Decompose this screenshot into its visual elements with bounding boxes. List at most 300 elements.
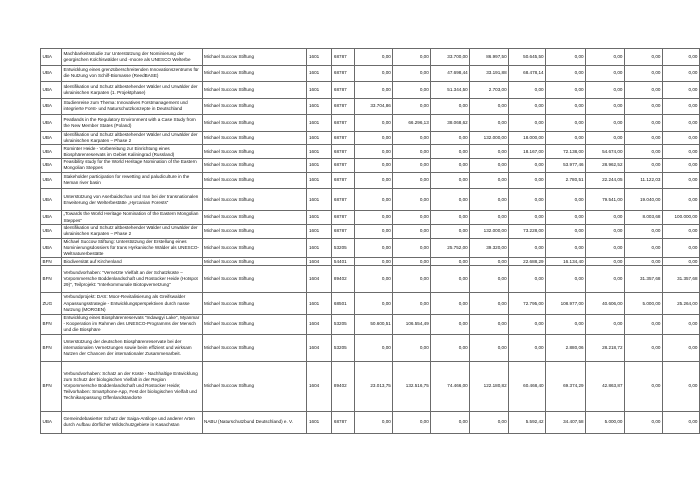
agency-cell: BFN	[41, 334, 62, 361]
amount-cell-4: 0,00	[470, 189, 509, 211]
title-cell: 68787	[332, 189, 355, 211]
amount-cell-7: 22.244,05	[586, 172, 625, 189]
amount-cell-2: 0,00	[393, 411, 431, 433]
organization-cell: Michael Succow Stiftung	[202, 98, 307, 115]
description-cell: Verbundprojekt: DAS: Moor-Revitalisierung als Greifswalder Anpassungsstrategie - Entwicklungsperspektiven durch nasse Nutzung (MORGEN)	[61, 293, 202, 315]
amount-cell-5: 0,00	[509, 172, 546, 189]
table-row	[41, 65, 700, 82]
amount-cell-5: 0,00	[509, 115, 546, 132]
amount-cell-1: 0,00	[355, 158, 393, 172]
amount-cell-4: 132.000,00	[470, 224, 509, 238]
amount-cell-7: 79.541,00	[586, 189, 625, 211]
chapter-cell: 1601	[307, 158, 332, 172]
amount-cell-4: 0,00	[470, 172, 509, 189]
amount-cell-4: 33.191,88	[470, 65, 509, 82]
organization-cell: Michael Succow Stiftung	[202, 293, 307, 315]
title-cell: 54401	[332, 258, 355, 266]
organization-cell: Michael Succow Stiftung	[202, 315, 307, 335]
table-row	[41, 411, 700, 433]
amount-cell-6: 16.134,40	[546, 258, 586, 266]
amount-cell-7: 0,00	[586, 211, 625, 225]
organization-cell: NABU (Naturschutzbund Deutschland) e. V.	[202, 411, 307, 433]
amount-cell-9: 0,00	[662, 361, 699, 411]
amount-cell-5: 72.795,00	[509, 293, 546, 315]
amount-cell-3: 74.466,00	[431, 361, 470, 411]
table-row	[41, 238, 700, 258]
amount-cell-5: 73.228,00	[509, 224, 546, 238]
amount-cell-6: 2.880,06	[546, 334, 586, 361]
amount-cell-9: 0,00	[662, 172, 699, 189]
amount-cell-2: 0,00	[393, 98, 431, 115]
chapter-cell: 1601	[307, 49, 332, 66]
description-cell: Entwicklung eines Biosphärenreservats "Indawgyi Lake", Myanmar - Kooperation im Rahmen des UNESCO-Programms der Mensch und die Biosphäre	[61, 315, 202, 335]
amount-cell-3: 0,00	[431, 98, 470, 115]
amount-cell-2: 0,00	[393, 293, 431, 315]
chapter-cell: 1601	[307, 98, 332, 115]
amount-cell-2: 0,00	[393, 258, 431, 266]
table-body	[41, 49, 700, 434]
amount-cell-3: 0,00	[431, 172, 470, 189]
amount-cell-8: 0,00	[625, 145, 663, 159]
amount-cell-8: 0,00	[625, 115, 663, 132]
amount-cell-3: 0,00	[431, 258, 470, 266]
amount-cell-7: 0,00	[586, 98, 625, 115]
chapter-cell: 1601	[307, 238, 332, 258]
chapter-cell: 1601	[307, 131, 332, 145]
table-row	[41, 293, 700, 315]
description-cell: Biodiversität auf Kirchenland	[61, 258, 202, 266]
chapter-cell: 1604	[307, 266, 332, 293]
amount-cell-5: 0,00	[509, 82, 546, 99]
amount-cell-1: 0,00	[355, 334, 393, 361]
amount-cell-8: 11.122,03	[625, 172, 663, 189]
table-row	[41, 266, 700, 293]
agency-cell: BFN	[41, 361, 62, 411]
amount-cell-6: 0,00	[546, 315, 586, 335]
amount-cell-4: 39.320,00	[470, 238, 509, 258]
agency-cell: BFN	[41, 258, 62, 266]
amount-cell-9: 0,00	[662, 189, 699, 211]
chapter-cell: 1601	[307, 82, 332, 99]
amount-cell-8: 0,00	[625, 224, 663, 238]
table-row	[41, 98, 700, 115]
amount-cell-5: 18.000,00	[509, 131, 546, 145]
chapter-cell: 1601	[307, 115, 332, 132]
amount-cell-8: 0,00	[625, 131, 663, 145]
chapter-cell: 1601	[307, 293, 332, 315]
amount-cell-4: 0,00	[470, 334, 509, 361]
description-cell: Identifikation und Schutz altbestehender Wälder und Urwälder der ukrainischen Karpaten – Phase 2	[61, 131, 202, 145]
description-cell: Unterstützung der deutschen Biosphärenreservate bei der internationalen Vernetzungen sowie beim effizient und wirksam Nutzen der Chancen der internationaler Zusammenarbeit.	[61, 334, 202, 361]
amount-cell-1: 0,00	[355, 258, 393, 266]
amount-cell-1: 0,00	[355, 131, 393, 145]
title-cell: 68787	[332, 65, 355, 82]
description-cell: Rominter Heide - Vorbereitung zur Einrichtung eines Biosphärenreservats im Gebiet Kaliningrad (Russland)	[61, 145, 202, 159]
agency-cell: UBA	[41, 49, 62, 66]
title-cell: 68787	[332, 211, 355, 225]
amount-cell-1: 0,00	[355, 411, 393, 433]
amount-cell-8: 8.003,68	[625, 211, 663, 225]
table-row	[41, 189, 700, 211]
amount-cell-9: 0,00	[662, 131, 699, 145]
amount-cell-1: 0,00	[355, 211, 393, 225]
agency-cell: BFN	[41, 315, 62, 335]
amount-cell-1: 0,00	[355, 224, 393, 238]
amount-cell-3: 0,00	[431, 145, 470, 159]
amount-cell-5: 0,00	[509, 334, 546, 361]
amount-cell-8: 19.040,00	[625, 189, 663, 211]
amount-cell-9: 0,00	[662, 115, 699, 132]
organization-cell: Michael Succow Stiftung	[202, 224, 307, 238]
amount-cell-5: 0,00	[509, 189, 546, 211]
amount-cell-3: 0,00	[431, 158, 470, 172]
amount-cell-8: 0,00	[625, 258, 663, 266]
amount-cell-6: 0,00	[546, 224, 586, 238]
amount-cell-1: 0,00	[355, 266, 393, 293]
organization-cell: Michael Succow Stiftung	[202, 158, 307, 172]
amount-cell-1: 0,00	[355, 115, 393, 132]
table-row	[41, 145, 700, 159]
amount-cell-6: 69.374,29	[546, 361, 586, 411]
amount-cell-5: 60.468,40	[509, 361, 546, 411]
amount-cell-2: 0,00	[393, 131, 431, 145]
title-cell: 68501	[332, 293, 355, 315]
amount-cell-2: 0,00	[393, 145, 431, 159]
amount-cell-2: 0,00	[393, 172, 431, 189]
chapter-cell: 1604	[307, 315, 332, 335]
amount-cell-7: 0,00	[586, 266, 625, 293]
organization-cell: Michael Succow Stiftung	[202, 258, 307, 266]
funding-table	[40, 48, 700, 434]
table-row	[41, 315, 700, 335]
description-cell: Verbundvorhaben: "Vernetzte Vielfalt an der Schatzküste – Vorpommersche Boddenlandschaft und Rostocker Heide (Hotspot 29)", Teilprojekt: "Interkommunale Biotopvernetzung"	[61, 266, 202, 293]
agency-cell: BFN	[41, 266, 62, 293]
chapter-cell: 1601	[307, 145, 332, 159]
amount-cell-1: 50.600,51	[355, 315, 393, 335]
amount-cell-4: 0,00	[470, 115, 509, 132]
amount-cell-6: 0,00	[546, 238, 586, 258]
table-row	[41, 211, 700, 225]
table-row	[41, 334, 700, 361]
amount-cell-4: 132.000,00	[470, 131, 509, 145]
table-row	[41, 172, 700, 189]
amount-cell-4: 0,00	[470, 266, 509, 293]
amount-cell-2: 66.296,13	[393, 115, 431, 132]
amount-cell-9: 0,00	[662, 258, 699, 266]
amount-cell-9: 0,00	[662, 238, 699, 258]
amount-cell-8: 0,00	[625, 49, 663, 66]
table-row	[41, 158, 700, 172]
agency-cell: UBA	[41, 145, 62, 159]
agency-cell: UBA	[41, 172, 62, 189]
description-cell: Michael Succow Stiftung: Unterstützung der Erstellung eines Nominierungsdossiers für trans Hyrkanische Wälder als UNESCO-Weltnaturerbestätte	[61, 238, 202, 258]
amount-cell-1: 0,00	[355, 189, 393, 211]
organization-cell: Michael Succow Stiftung	[202, 115, 307, 132]
amount-cell-8: 0,00	[625, 65, 663, 82]
chapter-cell: 1601	[307, 172, 332, 189]
amount-cell-5: 0,00	[509, 315, 546, 335]
amount-cell-6: 2.780,51	[546, 172, 586, 189]
amount-cell-2: 0,00	[393, 266, 431, 293]
description-cell: Unterstützung von Aserbaidschan und Iran bei der transnationalen Erweiterung der Welterbestätte „Hyrcanian Forests“	[61, 189, 202, 211]
description-cell: Peatlands in the Regulatory Environment with a Case Study from the New Member States (Poland)	[61, 115, 202, 132]
amount-cell-3: 0,00	[431, 224, 470, 238]
title-cell: 68787	[332, 158, 355, 172]
amount-cell-3: 0,00	[431, 411, 470, 433]
amount-cell-8: 0,00	[625, 238, 663, 258]
chapter-cell: 1604	[307, 334, 332, 361]
amount-cell-7: 0,00	[586, 115, 625, 132]
amount-cell-9: 0,00	[662, 82, 699, 99]
agency-cell: UBA	[41, 115, 62, 132]
agency-cell: ZUG	[41, 293, 62, 315]
description-cell: Identifikation und Schutz altbestehender Wälder und Urwälder der ukrainischen Karpaten (1. Projektphase)	[61, 82, 202, 99]
amount-cell-3: 0,00	[431, 211, 470, 225]
amount-cell-1: 0,00	[355, 238, 393, 258]
amount-cell-2: 0,00	[393, 224, 431, 238]
agency-cell: UBA	[41, 158, 62, 172]
amount-cell-4: 0,00	[470, 145, 509, 159]
amount-cell-9: 0,00	[662, 334, 699, 361]
description-cell: Studienreise zum Thema: Innovatives Forstmanagement und integrierte Forst- und Naturschutzkonzepte in Deutschland	[61, 98, 202, 115]
amount-cell-9: 0,00	[662, 411, 699, 433]
table-row	[41, 131, 700, 145]
amount-cell-5: 0,00	[509, 238, 546, 258]
description-cell: Identifikation und Schutz altbestehender Wälder und Urwälder der ukrainischen Karpaten – Phase 2	[61, 224, 202, 238]
amount-cell-6: 0,00	[546, 131, 586, 145]
organization-cell: Michael Succow Stiftung	[202, 131, 307, 145]
agency-cell: UBA	[41, 189, 62, 211]
amount-cell-6: 108.977,00	[546, 293, 586, 315]
description-cell: Gemeindebasierter Schutz der Saiga-Antilope und anderer Arten durch Aufbau dörflicher Wildschutzgebiete in Kasachstan	[61, 411, 202, 433]
agency-cell: UBA	[41, 238, 62, 258]
amount-cell-2: 0,00	[393, 334, 431, 361]
title-cell: 68787	[332, 115, 355, 132]
amount-cell-7: 54.674,00	[586, 145, 625, 159]
amount-cell-3: 0,00	[431, 131, 470, 145]
description-cell: Entwicklung eines grenzüberschreitenden Innovationszentrums für die Nutzung von Schilf-Biomasse (ReedBASE)	[61, 65, 202, 82]
amount-cell-2: 0,00	[393, 189, 431, 211]
amount-cell-7: 0,00	[586, 49, 625, 66]
amount-cell-8: 0,00	[625, 158, 663, 172]
amount-cell-1: 23.013,75	[355, 361, 393, 411]
amount-cell-7: 28.962,52	[586, 158, 625, 172]
amount-cell-5: 5.592,42	[509, 411, 546, 433]
amount-cell-3: 51.344,50	[431, 82, 470, 99]
amount-cell-3: 25.752,00	[431, 238, 470, 258]
amount-cell-2: 106.554,49	[393, 315, 431, 335]
title-cell: 89402	[332, 361, 355, 411]
amount-cell-4: 0,00	[470, 158, 509, 172]
chapter-cell: 1604	[307, 258, 332, 266]
chapter-cell: 1601	[307, 411, 332, 433]
amount-cell-7: 0,00	[586, 258, 625, 266]
amount-cell-6: 72.138,00	[546, 145, 586, 159]
title-cell: 68787	[332, 224, 355, 238]
amount-cell-1: 0,00	[355, 172, 393, 189]
organization-cell: Michael Succow Stiftung	[202, 334, 307, 361]
amount-cell-7: 0,00	[586, 315, 625, 335]
agency-cell: UBA	[41, 411, 62, 433]
amount-cell-3: 38.068,62	[431, 115, 470, 132]
description-cell: Feasibility study for the World Heritage Nomination of the Eastern Mongolian Steppes	[61, 158, 202, 172]
chapter-cell: 1604	[307, 361, 332, 411]
amount-cell-5: 22.688,29	[509, 258, 546, 266]
amount-cell-1: 0,00	[355, 145, 393, 159]
organization-cell: Michael Succow Stiftung	[202, 82, 307, 99]
description-cell: Machbarkeitsstudie zur Unterstützung der Nominierung der georgischen Kolchiswälder und -moore als UNESCO Welterbe	[61, 49, 202, 66]
title-cell: 53205	[332, 315, 355, 335]
amount-cell-4: 122.180,82	[470, 361, 509, 411]
amount-cell-7: 0,00	[586, 131, 625, 145]
amount-cell-9: 25.264,00	[662, 293, 699, 315]
amount-cell-6: 0,00	[546, 211, 586, 225]
amount-cell-4: 86.997,50	[470, 49, 509, 66]
amount-cell-4: 0,00	[470, 211, 509, 225]
amount-cell-2: 0,00	[393, 238, 431, 258]
amount-cell-7: 5.000,00	[586, 411, 625, 433]
amount-cell-5: 18.167,00	[509, 145, 546, 159]
chapter-cell: 1601	[307, 189, 332, 211]
amount-cell-4: 0,00	[470, 411, 509, 433]
amount-cell-6: 0,00	[546, 82, 586, 99]
amount-cell-8: 0,00	[625, 98, 663, 115]
amount-cell-5: 0,00	[509, 158, 546, 172]
organization-cell: Michael Succow Stiftung	[202, 266, 307, 293]
table-row	[41, 224, 700, 238]
amount-cell-9: 31.357,68	[662, 266, 699, 293]
agency-cell: UBA	[41, 211, 62, 225]
amount-cell-7: 0,00	[586, 65, 625, 82]
chapter-cell: 1601	[307, 65, 332, 82]
table-row	[41, 49, 700, 66]
organization-cell: Michael Succow Stiftung	[202, 238, 307, 258]
amount-cell-4: 0,00	[470, 98, 509, 115]
organization-cell: Michael Succow Stiftung	[202, 49, 307, 66]
amount-cell-5: 0,00	[509, 266, 546, 293]
amount-cell-6: 0,00	[546, 65, 586, 82]
amount-cell-6: 34.407,58	[546, 411, 586, 433]
title-cell: 89402	[332, 266, 355, 293]
amount-cell-8: 0,00	[625, 315, 663, 335]
amount-cell-8: 5.000,00	[625, 293, 663, 315]
amount-cell-2: 132.516,75	[393, 361, 431, 411]
amount-cell-3: 33.700,00	[431, 49, 470, 66]
amount-cell-9: 0,00	[662, 158, 699, 172]
amount-cell-7: 40.606,00	[586, 293, 625, 315]
amount-cell-9: 0,00	[662, 65, 699, 82]
organization-cell: Michael Succow Stiftung	[202, 211, 307, 225]
title-cell: 68787	[332, 82, 355, 99]
amount-cell-4: 0,00	[470, 315, 509, 335]
amount-cell-2: 0,00	[393, 158, 431, 172]
amount-cell-9: 0,00	[662, 145, 699, 159]
amount-cell-1: 0,00	[355, 82, 393, 99]
agency-cell: UBA	[41, 224, 62, 238]
title-cell: 68787	[332, 131, 355, 145]
amount-cell-2: 0,00	[393, 211, 431, 225]
agency-cell: UBA	[41, 131, 62, 145]
amount-cell-3: 0,00	[431, 189, 470, 211]
table-row	[41, 361, 700, 411]
description-cell: Verbundvorhaben: Schatz an der Küste - Nachhaltige Entwicklung zum Schutz der biologischen Vielfalt in der Region Vorpommersche Boddenlandschaft und Rostocker Heide; Teilvorhaben: Smartphone-App, Fest der biologischen Vielfalt und Technikanpassung Offenlandstandorte	[61, 361, 202, 411]
amount-cell-3: 47.698,44	[431, 65, 470, 82]
amount-cell-4: 2.703,00	[470, 82, 509, 99]
amount-cell-6: 0,00	[546, 49, 586, 66]
amount-cell-1: 0,00	[355, 293, 393, 315]
amount-cell-7: 42.863,87	[586, 361, 625, 411]
amount-cell-5: 50.645,50	[509, 49, 546, 66]
amount-cell-8: 0,00	[625, 361, 663, 411]
amount-cell-8: 0,00	[625, 82, 663, 99]
amount-cell-4: 0,00	[470, 258, 509, 266]
table-row	[41, 82, 700, 99]
amount-cell-6: 0,00	[546, 189, 586, 211]
amount-cell-7: 28.218,72	[586, 334, 625, 361]
amount-cell-6: 0,00	[546, 98, 586, 115]
chapter-cell: 1601	[307, 211, 332, 225]
organization-cell: Michael Succow Stiftung	[202, 189, 307, 211]
agency-cell: UBA	[41, 98, 62, 115]
description-cell: „Towards the World Heritage Nomination of the Eastern Mongolian Steppes“	[61, 211, 202, 225]
table-row	[41, 115, 700, 132]
amount-cell-7: 0,00	[586, 224, 625, 238]
chapter-cell: 1601	[307, 224, 332, 238]
amount-cell-1: 0,00	[355, 49, 393, 66]
amount-cell-1: 0,00	[355, 65, 393, 82]
title-cell: 68787	[332, 98, 355, 115]
amount-cell-7: 0,00	[586, 82, 625, 99]
amount-cell-3: 0,00	[431, 315, 470, 335]
title-cell: 53205	[332, 334, 355, 361]
amount-cell-4: 0,00	[470, 293, 509, 315]
amount-cell-3: 0,00	[431, 266, 470, 293]
amount-cell-7: 0,00	[586, 238, 625, 258]
organization-cell: Michael Succow Stiftung	[202, 172, 307, 189]
title-cell: 68787	[332, 145, 355, 159]
amount-cell-6: 53.977,46	[546, 158, 586, 172]
amount-cell-8: 0,00	[625, 411, 663, 433]
organization-cell: Michael Succow Stiftung	[202, 145, 307, 159]
amount-cell-3: 0,00	[431, 293, 470, 315]
amount-cell-9: 0,00	[662, 49, 699, 66]
amount-cell-2: 0,00	[393, 65, 431, 82]
amount-cell-5: 68.478,14	[509, 65, 546, 82]
organization-cell: Michael Succow Stiftung	[202, 65, 307, 82]
amount-cell-6: 0,00	[546, 115, 586, 132]
organization-cell: Michael Succow Stiftung	[202, 361, 307, 411]
description-cell: Stakeholder participation for rewetting and paludiculture in the Neman river basin	[61, 172, 202, 189]
amount-cell-2: 0,00	[393, 49, 431, 66]
amount-cell-8: 0,00	[625, 334, 663, 361]
amount-cell-8: 31.357,68	[625, 266, 663, 293]
agency-cell: UBA	[41, 82, 62, 99]
table-row	[41, 258, 700, 266]
amount-cell-1: 33.704,86	[355, 98, 393, 115]
amount-cell-6: 0,00	[546, 266, 586, 293]
amount-cell-9: 0,00	[662, 224, 699, 238]
amount-cell-9: 0,00	[662, 315, 699, 335]
title-cell: 68787	[332, 411, 355, 433]
title-cell: 53205	[332, 238, 355, 258]
amount-cell-5: 0,00	[509, 211, 546, 225]
title-cell: 68787	[332, 49, 355, 66]
title-cell: 68787	[332, 172, 355, 189]
amount-cell-3: 0,00	[431, 334, 470, 361]
amount-cell-5: 0,00	[509, 98, 546, 115]
amount-cell-9: 100.000,00	[662, 211, 699, 225]
agency-cell: UBA	[41, 65, 62, 82]
